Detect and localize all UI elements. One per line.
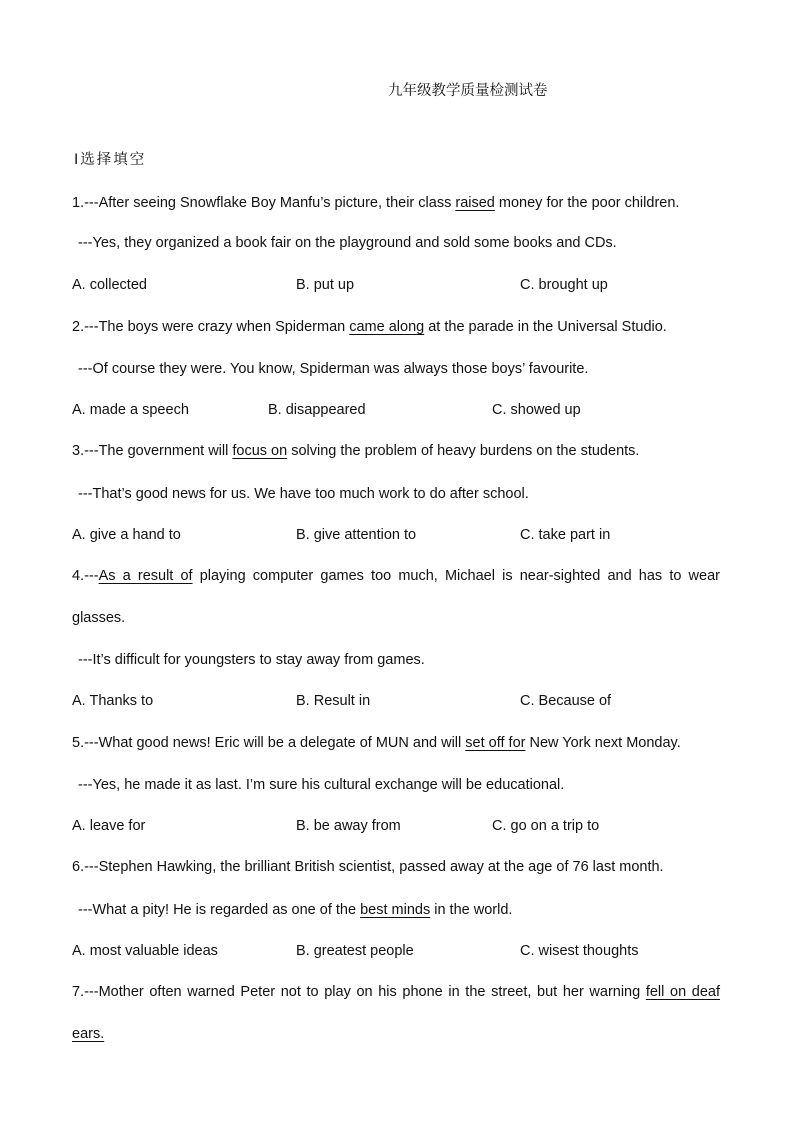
question-text: ---The government will xyxy=(84,443,233,459)
response-text: in the world. xyxy=(430,902,513,918)
section-heading: Ⅰ选择填空 xyxy=(74,152,147,168)
underlined-phrase: ears. xyxy=(72,1026,105,1042)
question-5 xyxy=(72,734,681,752)
page-title: 九年级教学质量检测试卷 xyxy=(388,83,548,99)
question-number: 6. xyxy=(72,859,85,875)
question-text: ---The boys were crazy when Spiderman xyxy=(84,319,350,335)
underlined-phrase: focus on xyxy=(232,443,288,459)
question-4 xyxy=(72,567,720,585)
question-6 xyxy=(72,858,664,876)
question-7-continued xyxy=(72,1025,104,1043)
question-text: money for the poor children. xyxy=(494,195,680,211)
option-6a: A. most valuable ideas xyxy=(72,943,218,959)
option-5c: C. go on a trip to xyxy=(492,818,600,834)
option-2c: C. showed up xyxy=(492,402,581,418)
option-4c: C. Because of xyxy=(520,693,612,709)
question-number: 4. xyxy=(72,568,85,584)
underlined-phrase: As a result of xyxy=(98,568,193,584)
question-text: New York next Monday. xyxy=(525,735,681,751)
question-number: 1. xyxy=(72,195,85,211)
question-text: ---Mother often warned Peter not to play on his phone in the street, but her warning xyxy=(84,984,646,1000)
question-text: ---What good news! Eric will be a delegate of MUN and will xyxy=(84,735,466,751)
response-1: ---Yes, they organized a book fair on the playground and sold some books and CDs. xyxy=(78,235,617,251)
option-6c: C. wisest thoughts xyxy=(520,943,639,959)
underlined-phrase: came along xyxy=(349,319,425,335)
option-5a: A. leave for xyxy=(72,818,146,834)
response-5: ---Yes, he made it as last. I’m sure his cultural exchange will be educational. xyxy=(78,777,565,793)
response-4: ---It’s difficult for youngsters to stay away from games. xyxy=(78,652,425,668)
question-number: 2. xyxy=(72,319,85,335)
option-4b: B. Result in xyxy=(296,693,371,709)
option-2a: A. made a speech xyxy=(72,402,189,418)
option-5b: B. be away from xyxy=(296,818,401,834)
response-6 xyxy=(78,901,512,919)
underlined-phrase: set off for xyxy=(465,735,526,751)
option-3a: A. give a hand to xyxy=(72,527,181,543)
response-text: ---What a pity! He is regarded as one of the xyxy=(78,902,361,918)
question-1 xyxy=(72,194,679,212)
question-2 xyxy=(72,318,667,336)
question-4-continued: glasses. xyxy=(72,610,126,626)
question-number: 3. xyxy=(72,443,85,459)
question-text: solving the problem of heavy burdens on the students. xyxy=(287,443,640,459)
question-text: at the parade in the Universal Studio. xyxy=(424,319,667,335)
underlined-phrase: raised xyxy=(455,195,495,211)
response-3: ---That’s good news for us. We have too much work to do after school. xyxy=(78,486,529,502)
question-text: ---Stephen Hawking, the brilliant British scientist, passed away at the age of 76 last month. xyxy=(84,859,664,875)
question-3 xyxy=(72,442,639,460)
option-4a: A. Thanks to xyxy=(72,693,154,709)
question-text: playing computer games too much, Michael is near-sighted and has to wear xyxy=(192,568,720,584)
option-1a: A. collected xyxy=(72,277,147,293)
option-3b: B. give attention to xyxy=(296,527,417,543)
option-3c: C. take part in xyxy=(520,527,611,543)
option-6b: B. greatest people xyxy=(296,943,414,959)
question-number: 7. xyxy=(72,984,85,1000)
option-1b: B. put up xyxy=(296,277,355,293)
option-2b: B. disappeared xyxy=(268,402,366,418)
question-text: --- xyxy=(84,568,99,584)
question-7 xyxy=(72,983,720,1001)
underlined-phrase: fell on deaf xyxy=(645,984,720,1000)
option-1c: C. brought up xyxy=(520,277,608,293)
underlined-phrase: best minds xyxy=(360,902,431,918)
question-number: 5. xyxy=(72,735,85,751)
question-text: ---After seeing Snowflake Boy Manfu’s picture, their class xyxy=(84,195,456,211)
response-2: ---Of course they were. You know, Spiderman was always those boys’ favourite. xyxy=(78,361,589,377)
